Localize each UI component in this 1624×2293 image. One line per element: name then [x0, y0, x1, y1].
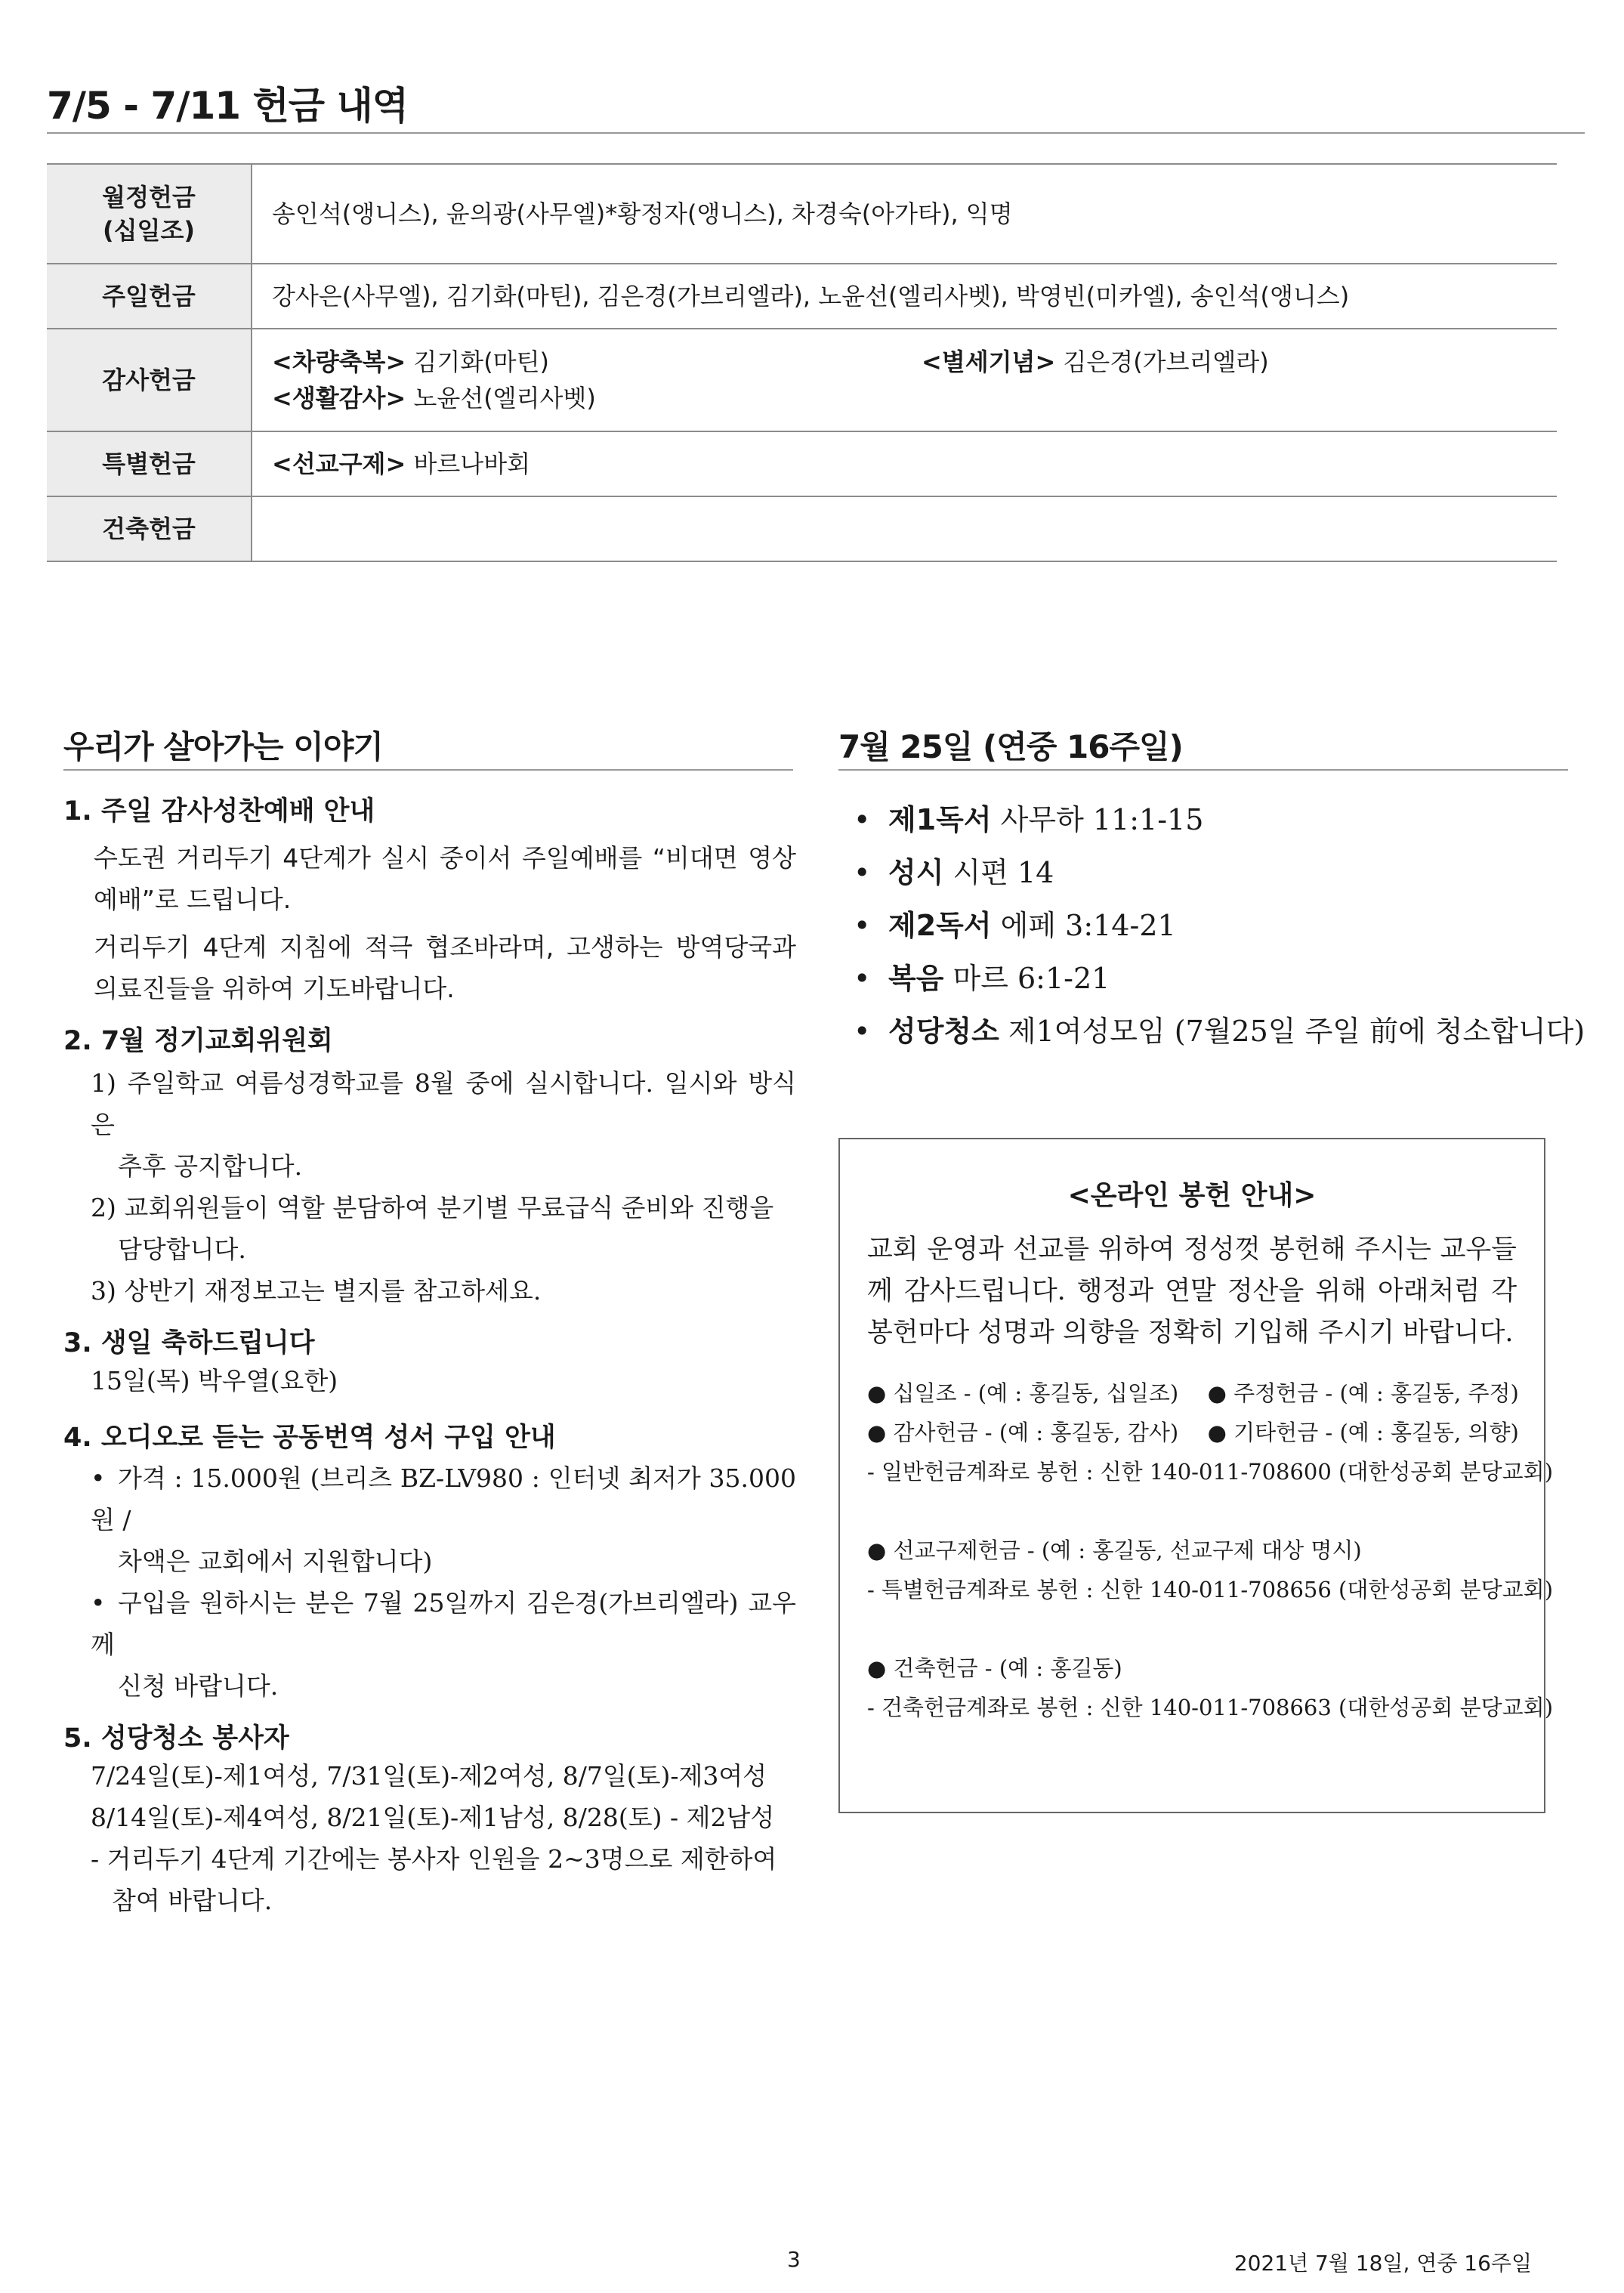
category-cell: [47, 431, 252, 496]
bullet-dot-icon: ●: [867, 1420, 887, 1445]
sunday-divider: [838, 769, 1568, 771]
donor-list: 강사은(사무엘), 김기화(마틴), 김은경(가브리엘라), 노윤선(엘리사벳), 박영빈(미카엘), 송인석(앵니스): [252, 264, 1557, 329]
offering-line: ● 선교구제헌금 - (예 : 홍길동, 선교구제 대상 명시): [867, 1537, 1362, 1563]
section-heading: 2. 7월 정기교회위원회: [63, 1026, 333, 1056]
category-label: 감사헌금: [102, 366, 196, 394]
bullet-dot-icon: ●: [867, 1537, 887, 1563]
occasion-tag: <생활감사>: [272, 384, 406, 413]
donor-list: 송인석(앵니스), 윤의광(사무엘)*황정자(앵니스), 차경숙(아가타), 익명: [252, 164, 1557, 264]
paragraph: 수도권 거리두기 4단계가 실시 중이서 주일예배를 “비대면 영상 예배”로 드립니다.: [94, 843, 796, 914]
offering-line: ● 건축헌금 - (예 : 홍길동): [867, 1655, 1122, 1681]
donor-name: 김은경(가브리엘라): [1055, 348, 1269, 376]
category-sublabel: (십일조): [103, 216, 195, 245]
occasion-tag: <차량축복>: [272, 348, 406, 376]
account-line: - 특별헌금계좌로 봉헌 : 신한 140-011-708656 (대한성공회 분당교회): [867, 1577, 1554, 1602]
category-label: 건축헌금: [102, 515, 196, 543]
list-item: [854, 846, 1585, 899]
paragraph: 8/14일(토)-제4여성, 8/21일(토)-제1남성, 8/28(토) - 제2남성: [91, 1803, 775, 1832]
list-item: 2) 교회위원들이 역할 분담하여 분기별 무료급식 준비와 진행을: [91, 1193, 774, 1222]
box-title: <온라인 봉헌 안내>: [1067, 1180, 1317, 1211]
table-row: [47, 264, 1557, 329]
offering-table: [47, 163, 1557, 562]
bullet: •: [854, 909, 871, 942]
list-item: [854, 952, 1585, 1005]
category-cell: [47, 264, 252, 329]
list-item: 차액은 교회에서 지원합니다): [118, 1547, 433, 1576]
list-item: 신청 바랍니다.: [118, 1671, 279, 1701]
category-label: 특별헌금: [102, 450, 196, 478]
reading-label: 제1독서: [888, 803, 992, 836]
reading-label: 복음: [888, 962, 944, 995]
reading-text: 에페 3:14-21: [991, 909, 1176, 942]
list-item: [854, 793, 1585, 846]
list-item: 1) 주일학교 여름성경학교를 8월 중에 실시합니다. 일시와 방식은: [91, 1068, 796, 1139]
table-row: [47, 329, 1557, 431]
occasion-tag: <선교구제>: [272, 450, 406, 478]
category-label: 주일헌금: [102, 282, 196, 311]
reading-text: 사무하 11:1-15: [991, 803, 1204, 836]
footer-date: 2021년 7월 18일, 연중 16주일: [1233, 2251, 1532, 2276]
donor-list: [252, 431, 1557, 496]
category-cell: [47, 329, 252, 431]
paragraph: 7/24일(토)-제1여성, 7/31일(토)-제2여성, 8/7일(토)-제3여성: [91, 1761, 767, 1791]
bullet: •: [91, 1588, 106, 1618]
donor-name: 노윤선(엘리사벳): [406, 384, 596, 413]
donor-list: [252, 496, 1557, 561]
offering-line: ● 십일조 - (예 : 홍길동, 십일조) ● 주정헌금 - (예 : 홍길동, 주정): [867, 1380, 1519, 1406]
section-heading: 1. 주일 감사성찬예배 안내: [63, 796, 375, 827]
bullet: •: [854, 962, 871, 995]
bullet: •: [854, 856, 871, 889]
list-item: 3) 상반기 재정보고는 별지를 참고하세요.: [91, 1276, 542, 1306]
reading-text: 시편 14: [943, 856, 1054, 889]
paragraph: 15일(목) 박우열(요한): [91, 1366, 338, 1395]
bullet-dot-icon: ●: [867, 1655, 887, 1681]
title-divider: [47, 132, 1585, 134]
account-line: - 일반헌금계좌로 봉헌 : 신한 140-011-708600 (대한성공회 분당교회): [867, 1459, 1554, 1485]
category-cell: [47, 164, 252, 264]
offering-title: 7/5 - 7/11 헌금 내역: [47, 84, 409, 128]
bullet: •: [854, 803, 871, 836]
account-line: - 건축헌금계좌로 봉헌 : 신한 140-011-708663 (대한성공회 분당교회): [867, 1695, 1554, 1720]
list-item: [854, 899, 1585, 952]
section-heading: 3. 생일 축하드립니다: [63, 1328, 315, 1358]
category-cell: [47, 496, 252, 561]
category-label: 월정헌금: [102, 183, 196, 212]
sunday-title: 7월 25일 (연중 16주일): [838, 728, 1183, 765]
list-item: 추후 공지합니다.: [118, 1151, 303, 1181]
bullet-dot-icon: ●: [1207, 1380, 1227, 1406]
paragraph: 거리두기 4단계 지침에 적극 협조바라며, 고생하는 방역당국과 의료진들을 위하여 기도바랍니다.: [94, 932, 796, 1003]
reading-text: 마르 6:1-21: [943, 962, 1110, 995]
table-row: [47, 431, 1557, 496]
reading-text: 제1여성모임 (7월25일 주일 前에 청소합니다): [999, 1015, 1585, 1048]
list-item: [854, 1005, 1585, 1058]
reading-list: [854, 793, 1585, 1058]
section-heading: 4. 오디오로 듣는 공동번역 성서 구입 안내: [63, 1423, 556, 1453]
story-column: [63, 786, 796, 1921]
bullet: •: [91, 1463, 106, 1493]
reading-label: 성시: [888, 856, 944, 889]
story-divider: [63, 769, 793, 771]
reading-label: 제2독서: [888, 909, 992, 942]
donor-name: 김기화(마틴): [406, 348, 549, 376]
occasion-tag: <별세기념>: [922, 348, 1056, 376]
box-paragraph: 교회 운영과 선교를 위하여 정성껏 봉헌해 주시는 교우들께 감사드립니다. 행정과 연말 정산을 위해 아래처럼 각 봉헌마다 성명과 의향을 정확히 기입해 주시기 바랍니다.: [867, 1235, 1517, 1348]
bullet-dot-icon: ●: [867, 1380, 887, 1406]
table-row: [47, 164, 1557, 264]
page-number: 3: [787, 2247, 801, 2272]
paragraph: 참여 바랍니다.: [112, 1886, 273, 1915]
donor-list: [252, 329, 1557, 431]
section-heading: 5. 성당청소 봉사자: [63, 1723, 289, 1754]
table-row: [47, 496, 1557, 561]
reading-label: 성당청소: [888, 1015, 999, 1048]
online-offering-box: [838, 1138, 1554, 1813]
bullet-dot-icon: ●: [1207, 1420, 1227, 1445]
list-item: • 구입을 원하시는 분은 7월 25일까지 김은경(가브리엘라) 교우께: [63, 1582, 796, 1665]
paragraph: - 거리두기 4단계 기간에는 봉사자 인원을 2~3명으로 제한하여: [91, 1844, 777, 1874]
donor-name: 바르나바회: [406, 450, 531, 478]
bullet: •: [854, 1015, 871, 1048]
story-title: 우리가 살아가는 이야기: [63, 728, 383, 765]
list-item: • 가격 : 15.000원 (브리츠 BZ-LV980 : 인터넷 최저가 35.000원 /: [63, 1457, 796, 1541]
offering-line: ● 감사헌금 - (예 : 홍길동, 감사) ● 기타헌금 - (예 : 홍길동, 의향): [867, 1420, 1519, 1445]
list-item: 담당합니다.: [118, 1235, 246, 1264]
